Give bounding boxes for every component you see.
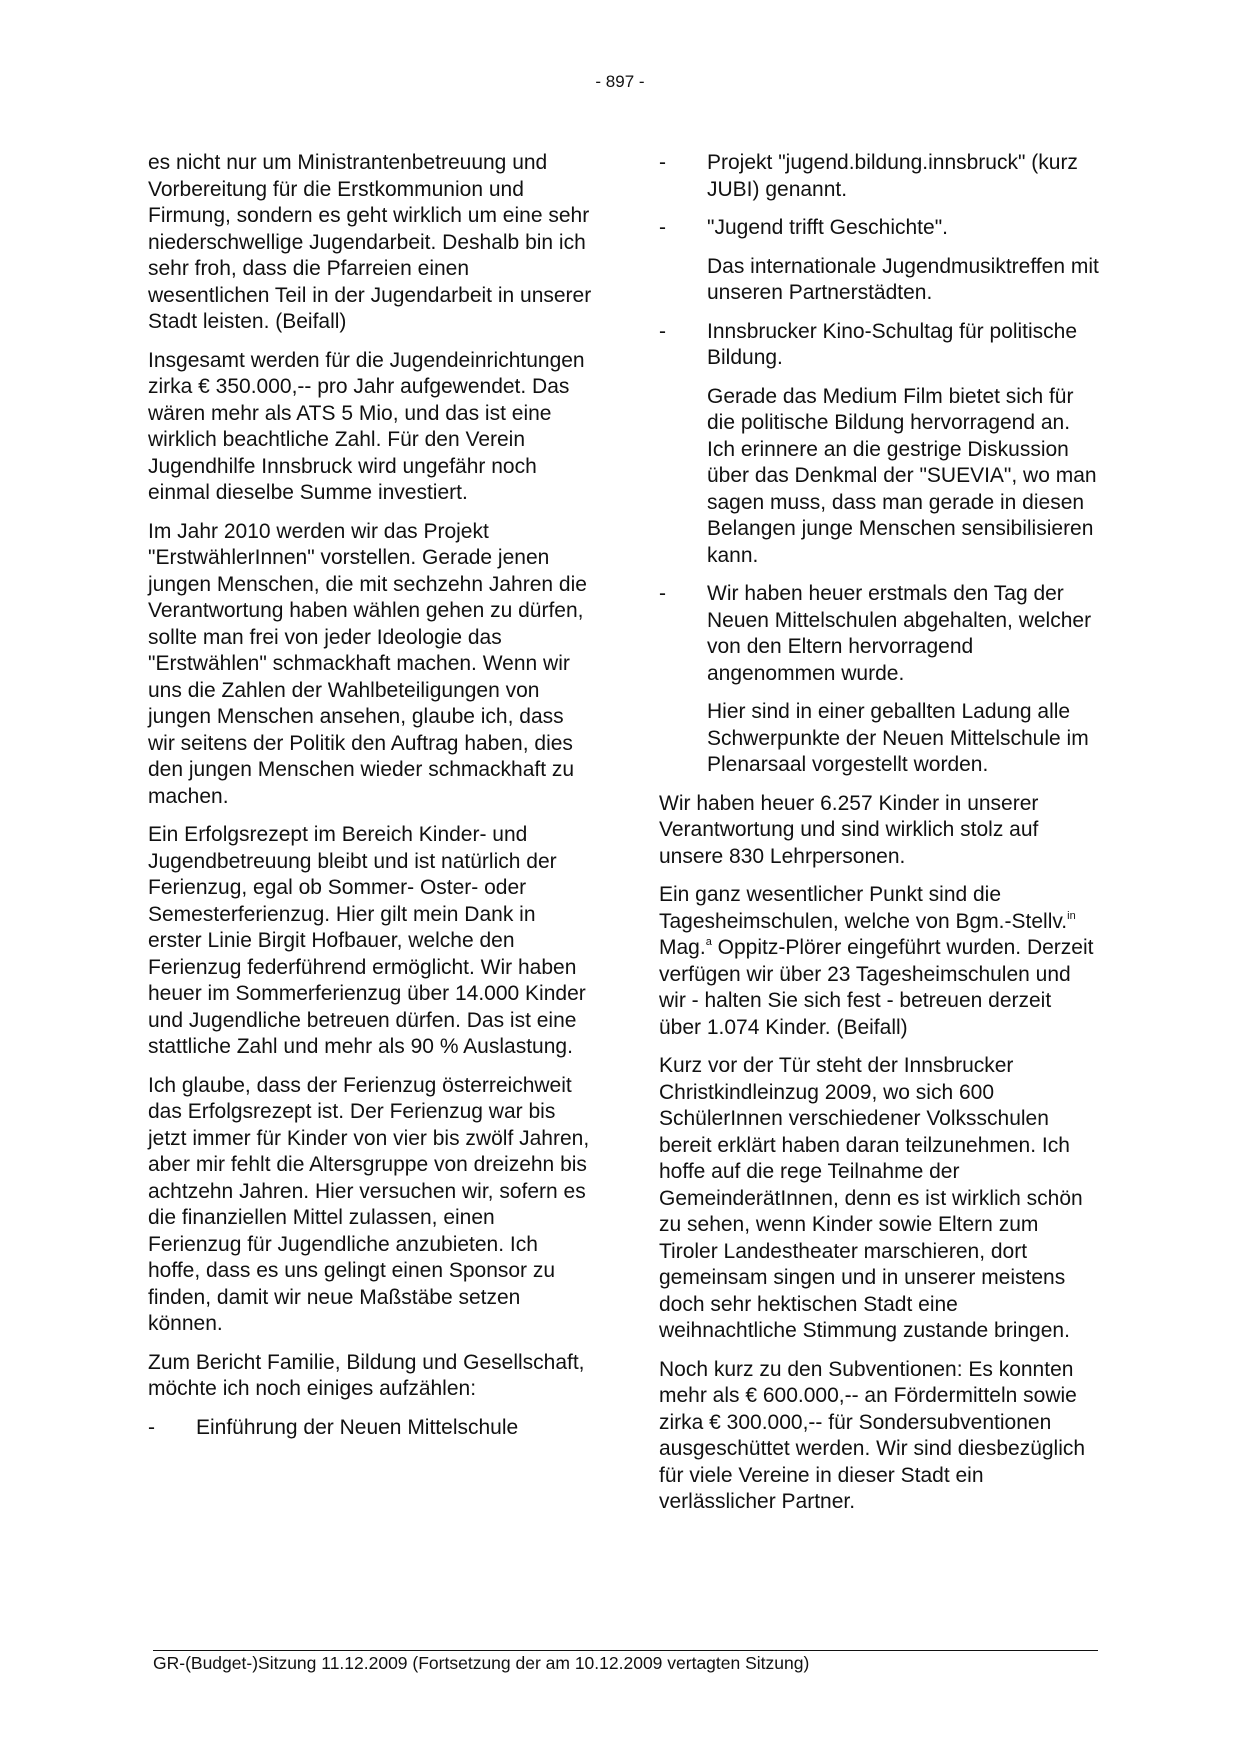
footer-divider: [153, 1650, 1098, 1651]
dash-bullet: -: [659, 151, 666, 174]
left-column: [148, 150, 593, 1453]
list-item-text: Wir haben heuer erstmals den Tag der Neuen Mittelschulen abgehalten, welcher von den Eltern hervorragend angenommen wurde.: [707, 582, 1092, 685]
paragraph: Noch kurz zu den Subventionen: Es konnten mehr als € 600.000,-- an Fördermitteln sowie zirka € 300.000,-- für Sondersubventionen ausgeschüttet werden. Wir sind diesbezüglich für viele Vereine in dieser Stadt ein verlässlicher Partner.: [659, 1357, 1086, 1513]
paragraph: es nicht nur um Ministrantenbetreuung und Vorbereitung für die Erstkommunion und Firmung, sondern es geht wirklich um eine sehr niederschwellige Jugendarbeit. Deshalb bin ich sehr froh, dass die Pfarreien einen wesentlichen Teil in der Jugendarbeit in unserer Stadt leisten. (Beifall): [148, 151, 592, 333]
dash-bullet: -: [659, 582, 666, 605]
list-item-text: Projekt "jugend.bildung.innsbruck" (kurz JUBI) genannt.: [707, 151, 1078, 201]
list-item-text: Innsbrucker Kino-Schultag für politische Bildung.: [707, 319, 1078, 369]
page-footer: GR-(Budget-)Sitzung 11.12.2009 (Fortsetzung der am 10.12.2009 vertagten Sitzung): [153, 1653, 810, 1673]
list-item: [659, 581, 1099, 687]
right-column: [659, 150, 1099, 1528]
list-item: [659, 319, 1099, 372]
list-item-text: "Jugend trifft Geschichte".: [707, 216, 948, 239]
indented-paragraph: Hier sind in einer geballten Ladung alle Schwerpunkte der Neuen Mittelschule im Plenarsaal vorgestellt worden.: [707, 700, 1089, 776]
list-item: [148, 1415, 593, 1442]
page-number: - 897 -: [595, 72, 645, 91]
paragraph: Zum Bericht Familie, Bildung und Gesellschaft, möchte ich noch einiges aufzählen:: [148, 1350, 585, 1400]
superscript: in: [1067, 909, 1076, 922]
paragraph: Im Jahr 2010 werden wir das Projekt "ErstwählerInnen" vorstellen. Gerade jenen jungen Menschen, die mit sechzehn Jahren die Verantwortung haben wählen gehen zu dürfen, sollte man frei von jeder Ideologie das "Erstwählen" schmackhaft machen. Wenn wir uns die Zahlen der Wahlbeteiligungen von jungen Menschen ansehen, glaube ich, dass wir seitens der Politik den Auftrag haben, dies den jungen Menschen wieder schmackhaft zu machen.: [148, 519, 587, 808]
dash-bullet: -: [659, 216, 666, 239]
paragraph: Kurz vor der Tür steht der Innsbrucker Christkindleinzug 2009, wo sich 600 SchülerInnen verschiedener Volksschulen bereit erklärt haben daran teilzunehmen. Ich hoffe auf die rege Teilnahme der GemeinderätInnen, denn es ist wirklich schön zu sehen, wenn Kinder sowie Eltern zum Tiroler Landestheater marschieren, dort gemeinsam singen und in unserer meistens doch sehr hektischen Stadt eine weihnachtliche Stimmung zustande bringen.: [659, 1054, 1083, 1342]
list-item-text: Einführung der Neuen Mittelschule: [196, 1415, 519, 1439]
superscript: a: [705, 936, 712, 948]
paragraph: Insgesamt werden für die Jugendeinrichtungen zirka € 350.000,-- pro Jahr aufgewendet. Das wären mehr als ATS 5 Mio, und das ist eine wirklich beachtliche Zahl. Für den Verein Jugendhilfe Innsbruck wird ungefähr noch einmal dieselbe Summe investiert.: [148, 348, 585, 504]
text-run: Mag.: [659, 936, 706, 959]
paragraph: Wir haben heuer 6.257 Kinder in unserer Verantwortung und sind wirklich stolz auf unsere 830 Lehrpersonen.: [659, 791, 1039, 868]
list-item: [659, 215, 1099, 242]
paragraph: Ich glaube, dass der Ferienzug österreichweit das Erfolgsrezept ist. Der Ferienzug war bis jetzt immer für Kinder von vier bis zwölf Jahren, aber mir fehlt die Altersgruppe von dreizehn bis achtzehn Jahren. Hier versuchen wir, sofern es die finanziellen Mittel zulassen, einen Ferienzug für Jugendliche anzubieten. Ich hoffe, dass es uns gelingt einen Sponsor zu finden, damit wir neue Maßstäbe setzen können.: [148, 1073, 590, 1335]
indented-paragraph: Das internationale Jugendmusiktreffen mit unseren Partnerstädten.: [707, 254, 1099, 304]
paragraph: [659, 882, 1099, 1041]
indented-paragraph: Gerade das Medium Film bietet sich für die politische Bildung hervorragend an. Ich erinnere an die gestrige Diskussion über das Denkmal der "SUEVIA", wo man sagen muss, dass man gerade in diesen Belangen junge Menschen sensibilisieren kann.: [707, 384, 1097, 567]
list-item: [659, 150, 1099, 203]
text-run: Ein ganz wesentlicher Punkt sind die Tagesheimschulen, welche von Bgm.-Stellv.: [659, 883, 1068, 933]
paragraph: Ein Erfolgsrezept im Bereich Kinder- und Jugendbetreuung bleibt und ist natürlich der Ferienzug, egal ob Sommer- Oster- oder Semesterferienzug. Hier gilt mein Dank in erster Linie Birgit Hofbauer, welche den Ferienzug federführend ermöglicht. Wir haben heuer im Sommerferienzug über 14.000 Kinder und Jugendliche betreuen dürfen. Das ist eine stattliche Zahl und mehr als 90 % Auslastung.: [148, 823, 586, 1058]
dash-bullet: -: [148, 1415, 155, 1439]
text-run: Oppitz-Plörer eingeführt wurden. Derzeit verfügen wir über 23 Tagesheimschulen und wir - halten Sie sich fest - betreuen derzeit über 1.074 Kinder. (Beifall): [659, 936, 1094, 1039]
dash-bullet: -: [659, 319, 666, 343]
